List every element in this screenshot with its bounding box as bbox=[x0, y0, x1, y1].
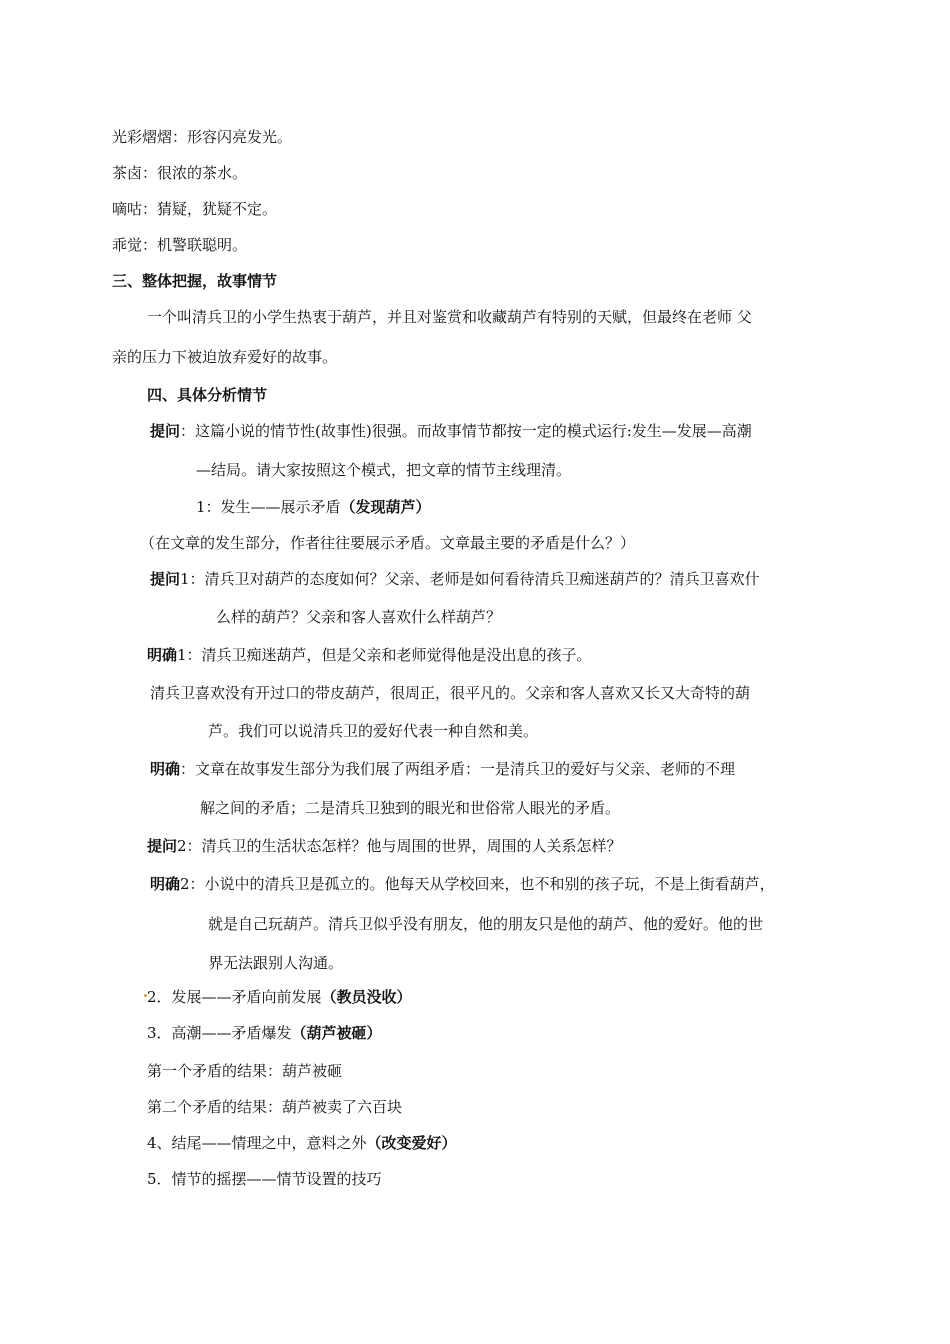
answer-1-line-3: 芦。我们可以说清兵卫的爱好代表一种自然和美。 bbox=[208, 722, 539, 740]
step-2: 2．发展——矛盾向前发展（教员没收） bbox=[147, 988, 412, 1006]
question-1-line-2: 么样的葫芦？父亲和客人喜欢什么样葫芦？ bbox=[216, 608, 502, 626]
step-1-note: （在文章的发生部分，作者往往要展示矛盾。文章最主要的矛盾是什么？） bbox=[140, 534, 636, 552]
answer-1-line-1: 明确1：清兵卫痴迷葫芦，但是父亲和老师觉得他是没出息的孩子。 bbox=[147, 646, 592, 664]
step-3: 3．高潮——矛盾爆发（葫芦被砸） bbox=[147, 1024, 382, 1042]
question-label: 提问 bbox=[147, 837, 178, 855]
answer-2-line-2: 就是自己玩葫芦。清兵卫似乎没有朋友，他的朋友只是他的葫芦、他的爱好。他的世 bbox=[208, 915, 764, 933]
section-3-paragraph-line-1: 一个叫清兵卫的小学生热衷于葫芦，并且对鉴赏和收藏葫芦有特别的天赋，但最终在老师 父 bbox=[147, 308, 752, 326]
step-4: 4、结尾——情理之中，意料之外（改变爱好） bbox=[147, 1134, 457, 1152]
question-1-line-1: 提问1：清兵卫对葫芦的态度如何？父亲、老师是如何看待清兵卫痴迷葫芦的？清兵卫喜欢什 bbox=[150, 570, 760, 588]
definition-1: 光彩熠熠：形容闪亮发光。 bbox=[112, 128, 293, 146]
answer-line-1: 明确：文章在故事发生部分为我们展了两组矛盾：一是清兵卫的爱好与父亲、老师的不理 bbox=[150, 760, 736, 778]
definition-2: 茶卤：很浓的茶水。 bbox=[112, 164, 248, 182]
answer-label: 明确 bbox=[150, 875, 181, 893]
section-3-paragraph-line-2: 亲的压力下被迫放弃爱好的故事。 bbox=[112, 348, 338, 366]
question-label: 提问 bbox=[150, 422, 181, 440]
step-5: 5．情节的摇摆——情节设置的技巧 bbox=[147, 1170, 382, 1188]
result-1: 第一个矛盾的结果：葫芦被砸 bbox=[147, 1062, 343, 1080]
answer-label: 明确 bbox=[147, 646, 178, 664]
question-0-line-2: —结局。请大家按照这个模式，把文章的情节主线理清。 bbox=[196, 461, 572, 479]
definition-3: 嘀咕：猜疑，犹疑不定。 bbox=[112, 200, 278, 218]
question-2-line-1: 提问2：清兵卫的生活状态怎样？他与周围的世界，周围的人关系怎样？ bbox=[147, 837, 622, 855]
answer-2-line-3: 界无法跟别人沟通。 bbox=[208, 954, 344, 972]
section-4-heading: 四、具体分析情节 bbox=[147, 386, 268, 404]
step-1: 1：发生——展示矛盾（发现葫芦） bbox=[196, 498, 431, 516]
result-2: 第二个矛盾的结果：葫芦被卖了六百块 bbox=[147, 1098, 403, 1116]
answer-label: 明确 bbox=[150, 760, 181, 778]
definition-4: 乖觉：机警联聪明。 bbox=[112, 236, 248, 254]
section-3-heading: 三、整体把握，故事情节 bbox=[112, 272, 278, 290]
question-label: 提问 bbox=[150, 570, 181, 588]
question-0-line-1: 提问：这篇小说的情节性(故事性)很强。而故事情节都按一定的模式运行:发生—发展—高潮 bbox=[150, 422, 752, 440]
answer-2-line-1: 明确2：小说中的清兵卫是孤立的。他每天从学校回来，也不和别的孩子玩，不是上街看葫芦， bbox=[150, 875, 775, 893]
answer-1-line-2: 清兵卫喜欢没有开过口的带皮葫芦，很周正，很平凡的。父亲和客人喜欢又长又大奇特的葫 bbox=[150, 684, 751, 702]
answer-line-2: 解之间的矛盾；二是清兵卫独到的眼光和世俗常人眼光的矛盾。 bbox=[200, 799, 621, 817]
